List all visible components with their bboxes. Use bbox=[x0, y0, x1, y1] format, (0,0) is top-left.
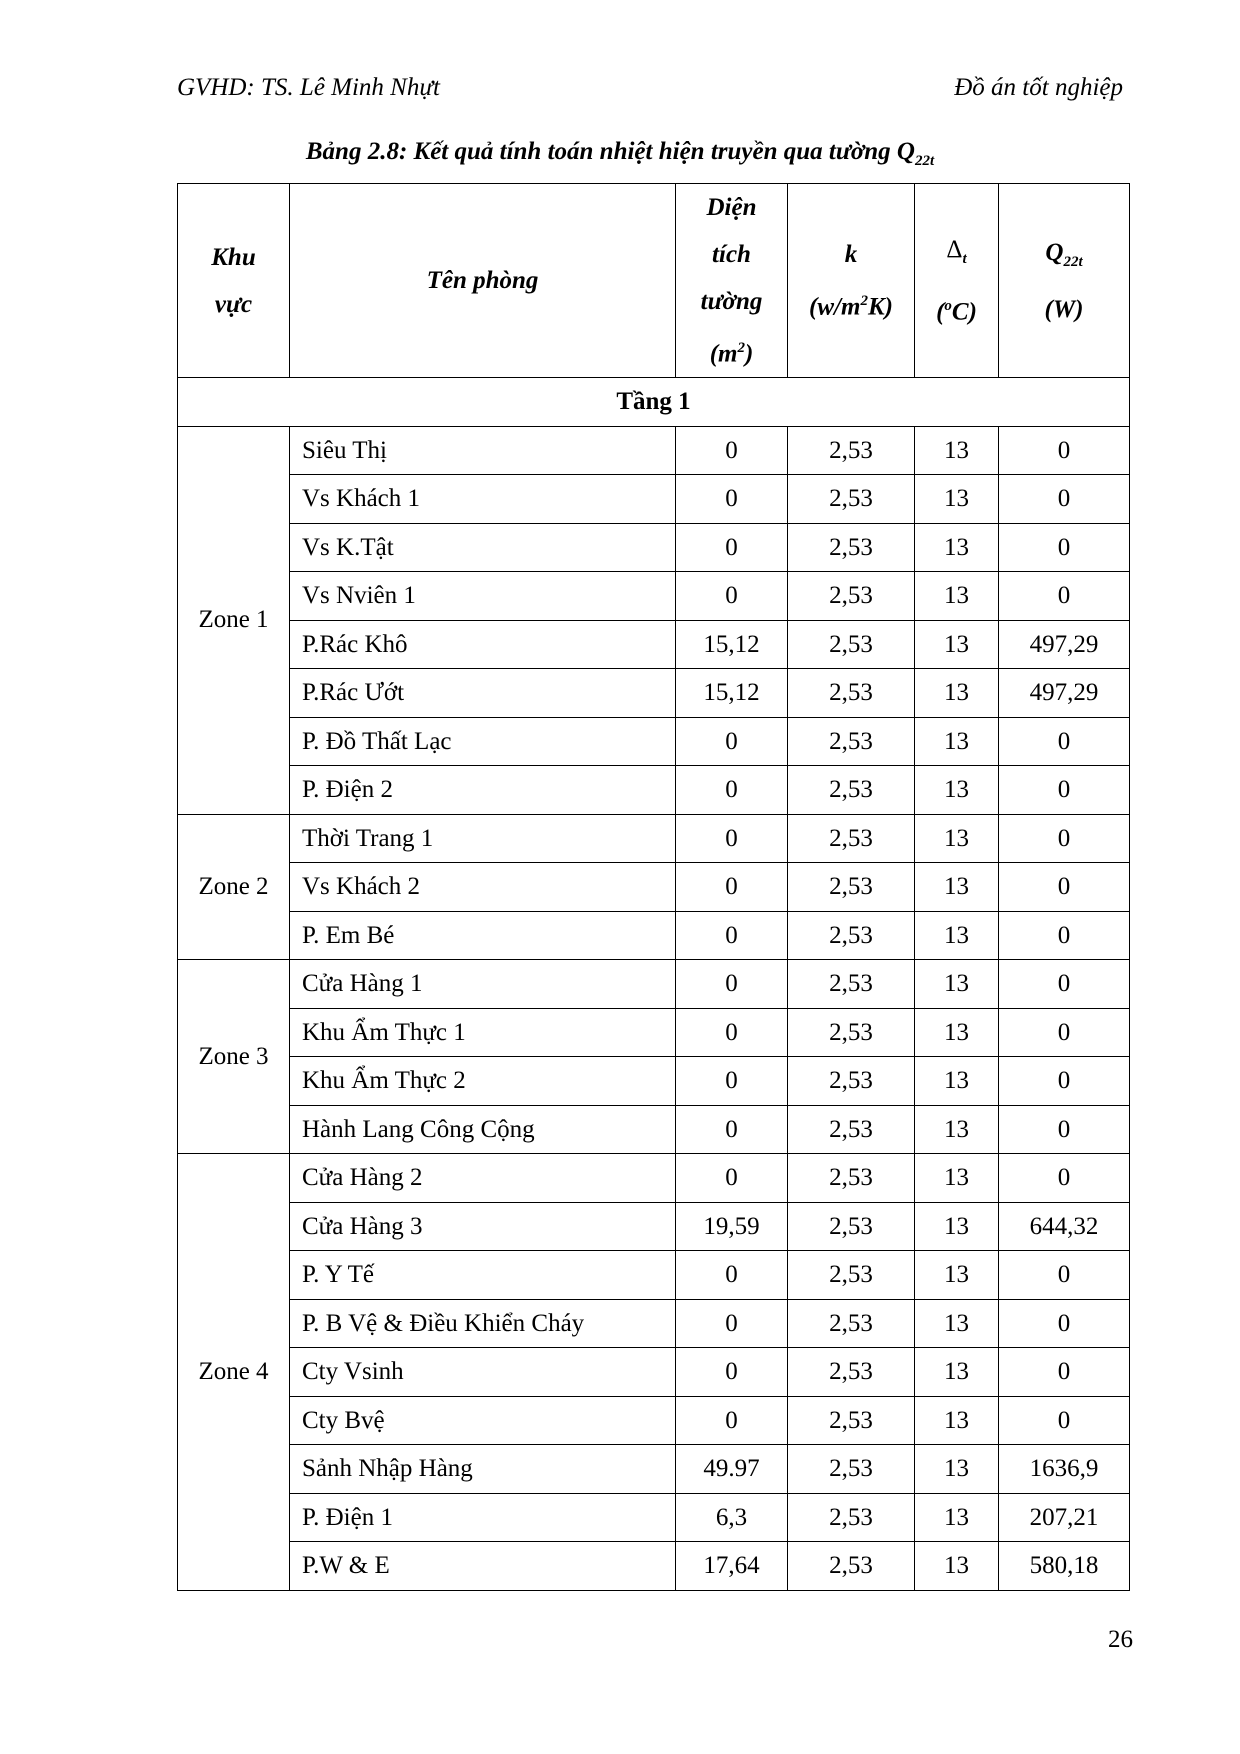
header-delta-t: $\Delta_t$ ($^o$C) bbox=[915, 184, 999, 378]
table-row bbox=[178, 1542, 1130, 1591]
room-name-cell: Cửa Hàng 2 bbox=[290, 1154, 676, 1203]
delta-t-cell: 13 bbox=[915, 1251, 999, 1300]
k-value-cell: 2,53 bbox=[788, 1008, 915, 1057]
room-name-cell: Cửa Hàng 3 bbox=[290, 1202, 676, 1251]
header-dien-tich: Diện tích tường $(m^2)$ bbox=[676, 184, 788, 378]
k-value-cell: 2,53 bbox=[788, 911, 915, 960]
table-row bbox=[178, 669, 1130, 718]
delta-t-cell: 13 bbox=[915, 1057, 999, 1106]
q22t-cell: 0 bbox=[999, 1348, 1130, 1397]
q22t-cell: 0 bbox=[999, 1008, 1130, 1057]
room-name-cell: Cửa Hàng 1 bbox=[290, 960, 676, 1009]
k-value-cell: 2,53 bbox=[788, 814, 915, 863]
wall-area-cell: 0 bbox=[676, 572, 788, 621]
room-name-cell: Cty Vsinh bbox=[290, 1348, 676, 1397]
header-khu-vuc: Khu vực bbox=[178, 184, 290, 378]
table-row bbox=[178, 475, 1130, 524]
wall-area-cell: 49.97 bbox=[676, 1445, 788, 1494]
table-row bbox=[178, 960, 1130, 1009]
k-value-cell: 2,53 bbox=[788, 1445, 915, 1494]
wall-area-cell: 0 bbox=[676, 1348, 788, 1397]
delta-t-cell: 13 bbox=[915, 1299, 999, 1348]
room-name-cell: Vs Khách 1 bbox=[290, 475, 676, 524]
k-value-cell: 2,53 bbox=[788, 572, 915, 621]
wall-area-cell: 0 bbox=[676, 1299, 788, 1348]
delta-t-cell: 13 bbox=[915, 1202, 999, 1251]
wall-area-cell: 0 bbox=[676, 814, 788, 863]
q22t-cell: 644,32 bbox=[999, 1202, 1130, 1251]
page-number: 26 bbox=[1108, 1626, 1133, 1653]
wall-area-cell: 0 bbox=[676, 1396, 788, 1445]
caption-subscript: 22t bbox=[914, 153, 935, 169]
k-value-cell: 2,53 bbox=[788, 863, 915, 912]
room-name-cell: P. Y Tế bbox=[290, 1251, 676, 1300]
table-row bbox=[178, 1299, 1130, 1348]
room-name-cell: Cty Bvệ bbox=[290, 1396, 676, 1445]
table-row bbox=[178, 911, 1130, 960]
table-row bbox=[178, 620, 1130, 669]
k-value-cell: 2,53 bbox=[788, 1057, 915, 1106]
q22t-cell: 207,21 bbox=[999, 1493, 1130, 1542]
table-row bbox=[178, 814, 1130, 863]
k-value-cell: 2,53 bbox=[788, 523, 915, 572]
q22t-cell: 0 bbox=[999, 523, 1130, 572]
q22t-cell: 0 bbox=[999, 1299, 1130, 1348]
k-value-cell: 2,53 bbox=[788, 717, 915, 766]
table-row bbox=[178, 1105, 1130, 1154]
delta-t-cell: 13 bbox=[915, 1542, 999, 1591]
header-document-type: Đồ án tốt nghiệp bbox=[954, 74, 1123, 101]
table-row bbox=[178, 1493, 1130, 1542]
k-value-cell: 2,53 bbox=[788, 1348, 915, 1397]
table-header-row bbox=[178, 184, 1130, 378]
delta-t-cell: 13 bbox=[915, 426, 999, 475]
q22t-cell: 497,29 bbox=[999, 669, 1130, 718]
q22t-cell: 0 bbox=[999, 1154, 1130, 1203]
header-q22t: $Q_{22t}$ (W) bbox=[999, 184, 1130, 378]
delta-t-cell: 13 bbox=[915, 1445, 999, 1494]
q22t-cell: 497,29 bbox=[999, 620, 1130, 669]
q22t-cell: 0 bbox=[999, 960, 1130, 1009]
room-name-cell: Siêu Thị bbox=[290, 426, 676, 475]
k-value-cell: 2,53 bbox=[788, 1105, 915, 1154]
delta-t-cell: 13 bbox=[915, 1396, 999, 1445]
q22t-cell: 0 bbox=[999, 1105, 1130, 1154]
wall-area-cell: 0 bbox=[676, 426, 788, 475]
room-name-cell: Vs Nviên 1 bbox=[290, 572, 676, 621]
zone-cell: Zone 3 bbox=[178, 960, 290, 1154]
wall-area-cell: 0 bbox=[676, 911, 788, 960]
room-name-cell: P. Điện 2 bbox=[290, 766, 676, 815]
q22t-cell: 0 bbox=[999, 475, 1130, 524]
q22t-cell: 1636,9 bbox=[999, 1445, 1130, 1494]
table-row bbox=[178, 1057, 1130, 1106]
table-row bbox=[178, 1396, 1130, 1445]
k-value-cell: 2,53 bbox=[788, 1154, 915, 1203]
floor-row bbox=[178, 378, 1130, 427]
wall-area-cell: 6,3 bbox=[676, 1493, 788, 1542]
table-row bbox=[178, 523, 1130, 572]
table-row bbox=[178, 1202, 1130, 1251]
delta-t-cell: 13 bbox=[915, 523, 999, 572]
zone-cell: Zone 2 bbox=[178, 814, 290, 960]
room-name-cell: Hành Lang Công Cộng bbox=[290, 1105, 676, 1154]
room-name-cell: P.W & E bbox=[290, 1542, 676, 1591]
room-name-cell: Vs K.Tật bbox=[290, 523, 676, 572]
k-value-cell: 2,53 bbox=[788, 766, 915, 815]
table-row bbox=[178, 1251, 1130, 1300]
wall-area-cell: 0 bbox=[676, 1251, 788, 1300]
delta-t-cell: 13 bbox=[915, 1105, 999, 1154]
table-row bbox=[178, 863, 1130, 912]
delta-t-cell: 13 bbox=[915, 1008, 999, 1057]
q22t-cell: 0 bbox=[999, 814, 1130, 863]
wall-area-cell: 15,12 bbox=[676, 620, 788, 669]
room-name-cell: P. B Vệ & Điều Khiển Cháy bbox=[290, 1299, 676, 1348]
table-row bbox=[178, 717, 1130, 766]
k-value-cell: 2,53 bbox=[788, 1299, 915, 1348]
delta-t-cell: 13 bbox=[915, 475, 999, 524]
k-value-cell: 2,53 bbox=[788, 1396, 915, 1445]
k-value-cell: 2,53 bbox=[788, 669, 915, 718]
q22t-cell: 0 bbox=[999, 1057, 1130, 1106]
delta-t-cell: 13 bbox=[915, 572, 999, 621]
room-name-cell: Thời Trang 1 bbox=[290, 814, 676, 863]
wall-area-cell: 0 bbox=[676, 1057, 788, 1106]
q22t-cell: 0 bbox=[999, 766, 1130, 815]
table-row bbox=[178, 1348, 1130, 1397]
caption-text: Bảng 2.8: Kết quả tính toán nhiệt hiện truyền qua tường Q bbox=[305, 138, 915, 165]
table-row bbox=[178, 1445, 1130, 1494]
k-value-cell: 2,53 bbox=[788, 475, 915, 524]
wall-area-cell: 0 bbox=[676, 717, 788, 766]
table-row bbox=[178, 766, 1130, 815]
room-name-cell: P. Điện 1 bbox=[290, 1493, 676, 1542]
delta-t-cell: 13 bbox=[915, 1154, 999, 1203]
zone-cell: Zone 4 bbox=[178, 1154, 290, 1591]
wall-area-cell: 0 bbox=[676, 1008, 788, 1057]
zone-cell: Zone 1 bbox=[178, 426, 290, 814]
wall-area-cell: 0 bbox=[676, 960, 788, 1009]
heat-transfer-table bbox=[177, 183, 1130, 1591]
room-name-cell: Vs Khách 2 bbox=[290, 863, 676, 912]
wall-area-cell: 17,64 bbox=[676, 1542, 788, 1591]
q22t-cell: 580,18 bbox=[999, 1542, 1130, 1591]
wall-area-cell: 0 bbox=[676, 475, 788, 524]
delta-t-cell: 13 bbox=[915, 717, 999, 766]
k-value-cell: 2,53 bbox=[788, 960, 915, 1009]
delta-t-cell: 13 bbox=[915, 620, 999, 669]
q22t-cell: 0 bbox=[999, 572, 1130, 621]
k-value-cell: 2,53 bbox=[788, 1493, 915, 1542]
delta-t-cell: 13 bbox=[915, 863, 999, 912]
delta-t-cell: 13 bbox=[915, 669, 999, 718]
delta-t-cell: 13 bbox=[915, 766, 999, 815]
room-name-cell: P. Em Bé bbox=[290, 911, 676, 960]
q22t-cell: 0 bbox=[999, 426, 1130, 475]
q22t-cell: 0 bbox=[999, 1396, 1130, 1445]
q22t-cell: 0 bbox=[999, 863, 1130, 912]
wall-area-cell: 0 bbox=[676, 863, 788, 912]
delta-t-cell: 13 bbox=[915, 1493, 999, 1542]
k-value-cell: 2,53 bbox=[788, 1202, 915, 1251]
header-k: k $(w/m^2K)$ bbox=[788, 184, 915, 378]
room-name-cell: Khu Ẩm Thực 1 bbox=[290, 1008, 676, 1057]
k-value-cell: 2,53 bbox=[788, 1542, 915, 1591]
delta-t-cell: 13 bbox=[915, 960, 999, 1009]
k-value-cell: 2,53 bbox=[788, 620, 915, 669]
table-caption bbox=[0, 138, 1240, 170]
header-ten-phong: Tên phòng bbox=[290, 184, 676, 378]
delta-t-cell: 13 bbox=[915, 1348, 999, 1397]
table-row bbox=[178, 1008, 1130, 1057]
table-row bbox=[178, 426, 1130, 475]
wall-area-cell: 19,59 bbox=[676, 1202, 788, 1251]
wall-area-cell: 0 bbox=[676, 1105, 788, 1154]
table-row bbox=[178, 1154, 1130, 1203]
k-value-cell: 2,53 bbox=[788, 1251, 915, 1300]
room-name-cell: P.Rác Khô bbox=[290, 620, 676, 669]
room-name-cell: P.Rác Ướt bbox=[290, 669, 676, 718]
delta-t-cell: 13 bbox=[915, 911, 999, 960]
q22t-cell: 0 bbox=[999, 1251, 1130, 1300]
room-name-cell: P. Đồ Thất Lạc bbox=[290, 717, 676, 766]
delta-t-cell: 13 bbox=[915, 814, 999, 863]
room-name-cell: Khu Ẩm Thực 2 bbox=[290, 1057, 676, 1106]
floor-label: Tầng 1 bbox=[178, 378, 1130, 427]
q22t-cell: 0 bbox=[999, 717, 1130, 766]
wall-area-cell: 0 bbox=[676, 523, 788, 572]
room-name-cell: Sảnh Nhập Hàng bbox=[290, 1445, 676, 1494]
table-row bbox=[178, 572, 1130, 621]
wall-area-cell: 15,12 bbox=[676, 669, 788, 718]
header-supervisor: GVHD: TS. Lê Minh Nhựt bbox=[177, 74, 440, 101]
wall-area-cell: 0 bbox=[676, 1154, 788, 1203]
wall-area-cell: 0 bbox=[676, 766, 788, 815]
k-value-cell: 2,53 bbox=[788, 426, 915, 475]
q22t-cell: 0 bbox=[999, 911, 1130, 960]
